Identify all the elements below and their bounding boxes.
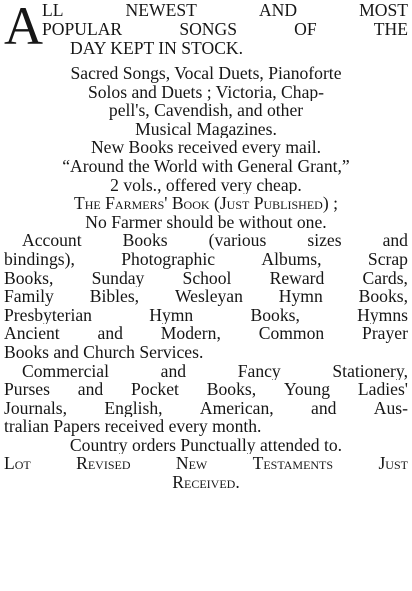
headline-text [42,1,408,58]
text-line: Books and Church Services. [4,342,204,362]
text-line: Country orders Punctually attended to. [69,435,343,455]
text-line: Sacred Songs, Vocal Duets, Pianoforte [70,64,342,83]
text-line: Ancient and Modern, Common Prayer [4,324,408,343]
text-line: Received. [172,473,240,492]
text-line: Books, Sunday School Reward Cards, [4,268,408,288]
text-line: Musical Magazines. [135,119,277,139]
text-line: Family Bibles, Wesleyan Hymn Books, [4,287,408,306]
text-line: Presbyterian Hymn Books, Hymns [4,305,408,325]
headline-line-1: LL NEWEST AND MOST [42,0,408,20]
text-line: The Farmers' Book (Just Published) ; [73,194,338,213]
text-line: pell's, Cavendish, and other [108,101,304,120]
text-line: 2 vols., offered very cheap. [110,175,302,195]
text-line: New Books received every mail. [90,138,322,157]
text-line: Journals, English, American, and Aus- [4,398,408,418]
text-line: No Farmer should be without one. [85,212,327,232]
text-line: tralian Papers received every month. [4,417,262,436]
text-line: “Around the World with General Grant,” [62,156,350,176]
text-line: bindings), Photographic Albums, Scrap [4,249,408,269]
text-line: Lot Revised New Testaments Just [4,454,408,474]
text-line: Account Books (various sizes and [22,231,408,250]
text-line: Solos and Duets ; Victoria, Chap- [87,82,325,102]
text-line: Commercial and Fancy Stationery, [22,361,408,381]
headline-line-2: POPULAR SONGS OF THE [42,19,408,39]
drop-cap: A [4,0,43,56]
newspaper-advertisement [4,0,408,591]
headline [4,0,408,64]
text-line: Purses and Pocket Books, Young Ladies' [4,380,408,399]
headline-line-3: DAY KEPT IN STOCK. [70,38,244,58]
